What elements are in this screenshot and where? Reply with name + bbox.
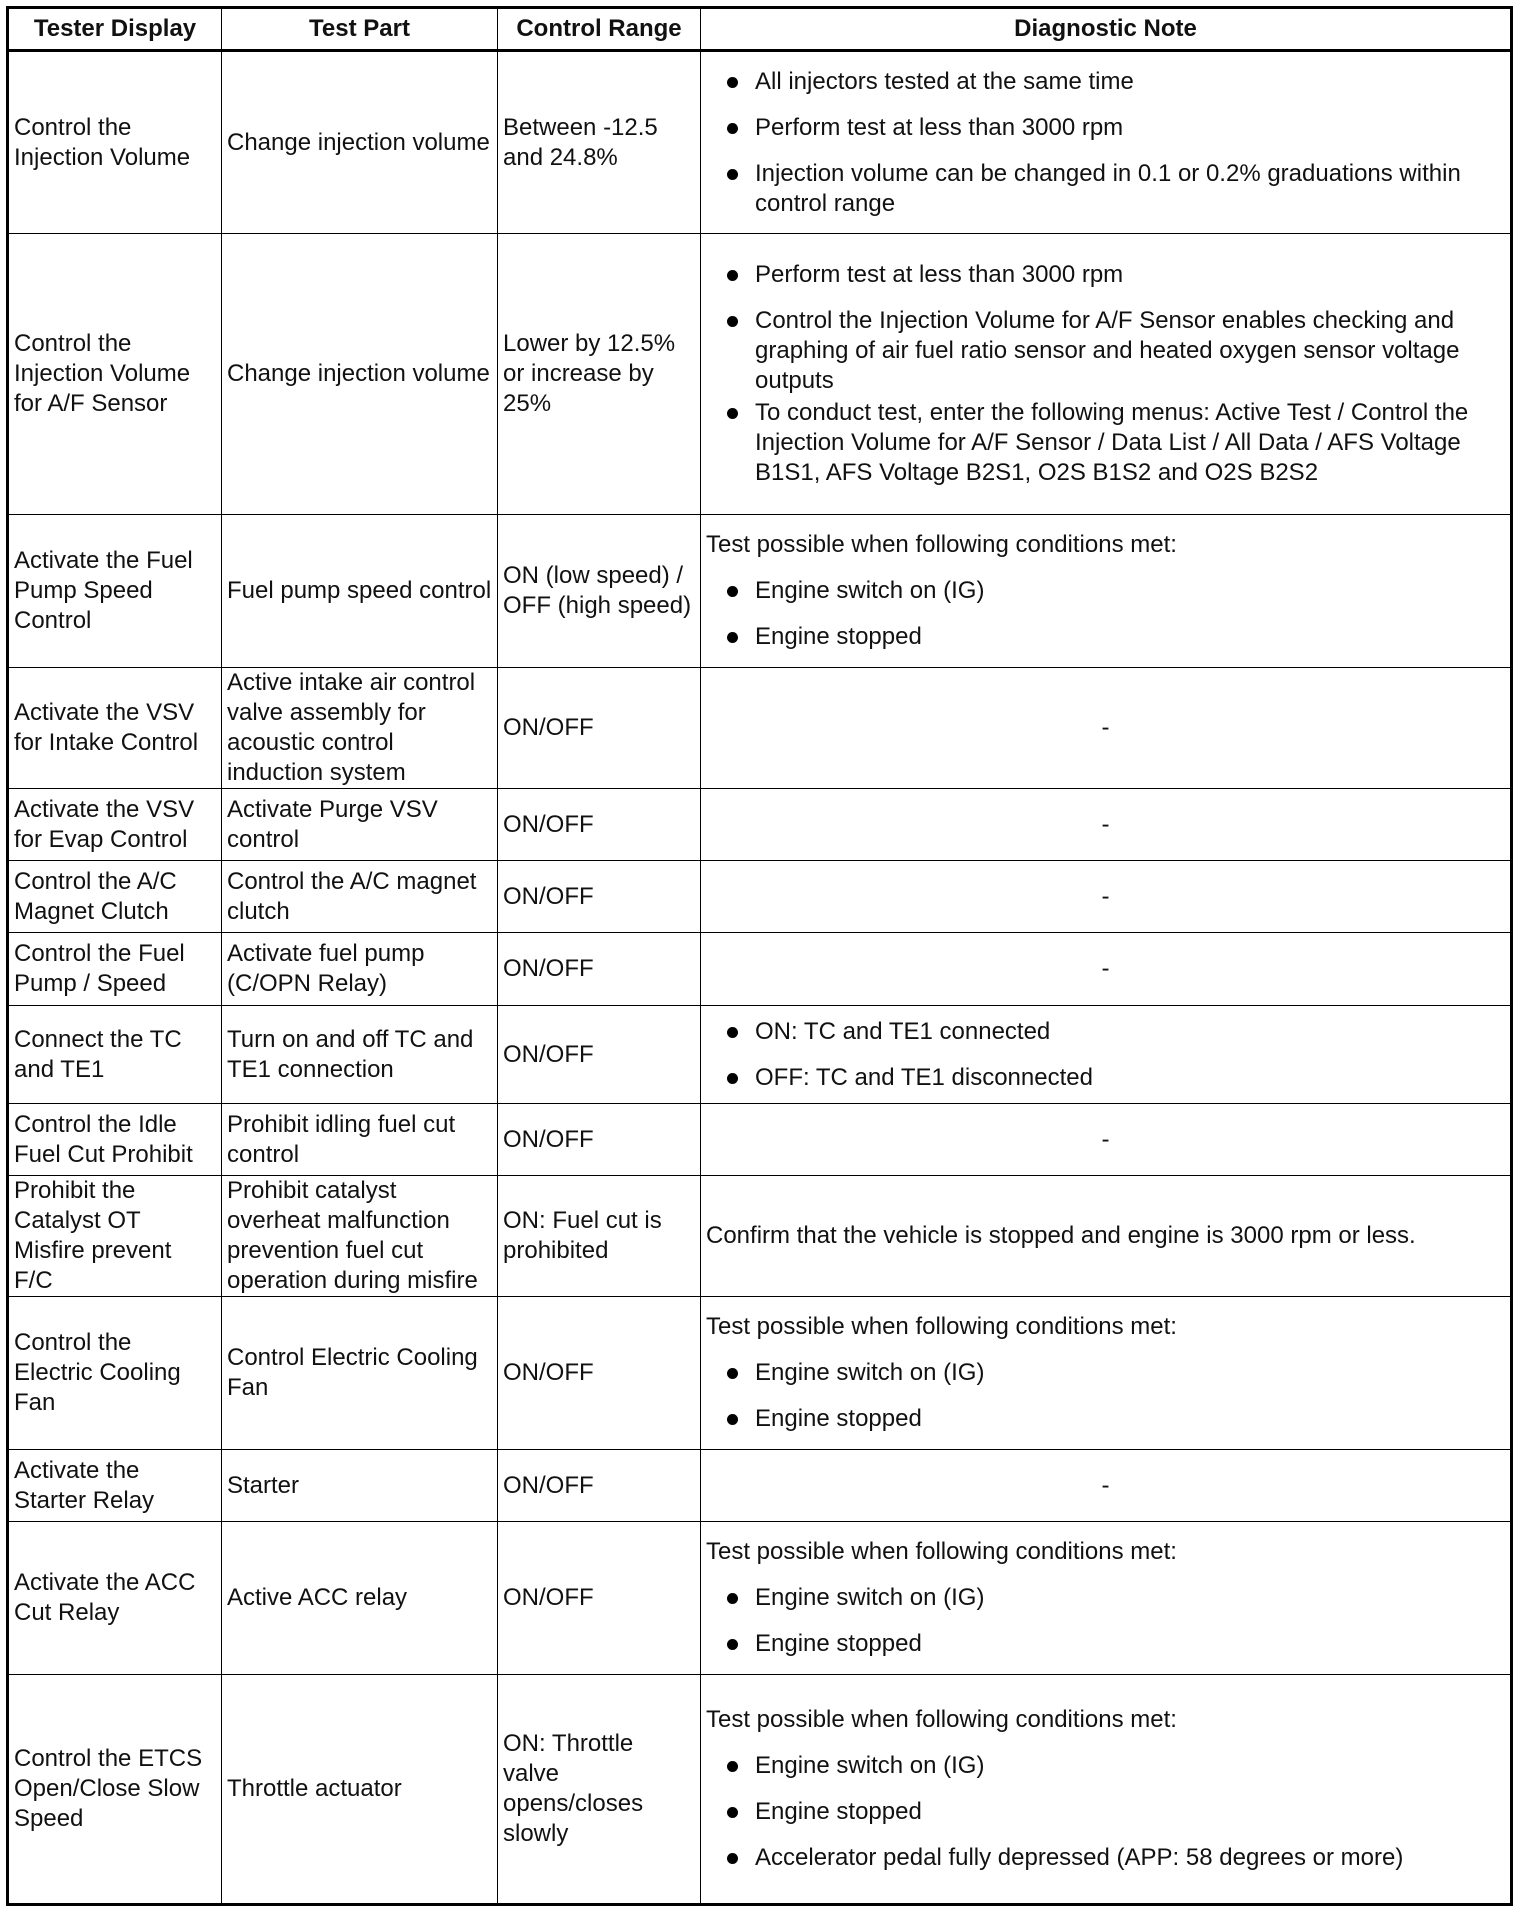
table-row — [8, 1176, 1512, 1297]
diagnostic-note-cell — [701, 1297, 1512, 1450]
note-bullet: Engine stopped — [706, 1404, 1505, 1434]
tester-display-cell: Prohibit the Catalyst OT Misfire prevent F/C — [8, 1176, 222, 1297]
note-bullet: Injection volume can be changed in 0.1 or 0.2% graduations within control range — [706, 159, 1505, 219]
tester-display-cell: Activate the VSV for Evap Control — [8, 789, 222, 861]
note-bullet-list — [706, 260, 1505, 488]
document-page — [6, 6, 1510, 1906]
diagnostic-note-cell: - — [701, 789, 1512, 861]
table-row — [8, 234, 1512, 515]
test-part-cell: Throttle actuator — [222, 1675, 498, 1905]
test-part-cell: Control the A/C magnet clutch — [222, 861, 498, 933]
note-bullet: Engine switch on (IG) — [706, 1358, 1505, 1388]
note-bullet-list — [706, 1017, 1505, 1093]
note-bullet-list — [706, 1751, 1505, 1873]
table-row — [8, 51, 1512, 234]
diagnostic-note-cell: - — [701, 861, 1512, 933]
table-row — [8, 1104, 1512, 1176]
diagnostic-note-cell: Confirm that the vehicle is stopped and engine is 3000 rpm or less. — [701, 1176, 1512, 1297]
test-part-cell: Turn on and off TC and TE1 connection — [222, 1006, 498, 1104]
tester-display-cell: Control the Fuel Pump / Speed — [8, 933, 222, 1006]
control-range-cell: ON/OFF — [498, 1297, 701, 1450]
control-range-cell: Lower by 12.5% or increase by 25% — [498, 234, 701, 515]
note-intro: Test possible when following conditions met: — [706, 1538, 1177, 1565]
note-bullet: Perform test at less than 3000 rpm — [706, 113, 1505, 143]
test-part-cell: Change injection volume — [222, 234, 498, 515]
test-part-cell: Activate Purge VSV control — [222, 789, 498, 861]
control-range-cell: ON/OFF — [498, 1104, 701, 1176]
tester-display-cell: Control the Electric Cooling Fan — [8, 1297, 222, 1450]
test-part-cell: Change injection volume — [222, 51, 498, 234]
header-diagnostic-note: Diagnostic Note — [701, 8, 1512, 51]
note-bullet: Perform test at less than 3000 rpm — [706, 260, 1505, 290]
note-bullet-list — [706, 576, 1505, 652]
control-range-cell: ON: Fuel cut is prohibited — [498, 1176, 701, 1297]
diagnostic-note-cell — [701, 234, 1512, 515]
diagnostic-note-cell: - — [701, 1104, 1512, 1176]
diagnostic-note-cell — [701, 515, 1512, 668]
table-row — [8, 861, 1512, 933]
note-bullet-list — [706, 1583, 1505, 1659]
note-bullet: Engine switch on (IG) — [706, 576, 1505, 606]
tester-display-cell: Activate the ACC Cut Relay — [8, 1522, 222, 1675]
diagnostic-note-cell — [701, 1675, 1512, 1905]
test-part-cell: Active ACC relay — [222, 1522, 498, 1675]
control-range-cell: ON/OFF — [498, 1522, 701, 1675]
table-row — [8, 668, 1512, 789]
tester-display-cell: Control the Injection Volume — [8, 51, 222, 234]
tester-display-cell: Connect the TC and TE1 — [8, 1006, 222, 1104]
note-bullet: Engine stopped — [706, 622, 1505, 652]
test-part-cell: Fuel pump speed control — [222, 515, 498, 668]
diagnostic-note-cell: - — [701, 668, 1512, 789]
tester-display-cell: Control the Injection Volume for A/F Sensor — [8, 234, 222, 515]
table-row — [8, 933, 1512, 1006]
table-row — [8, 1522, 1512, 1675]
note-bullet: ON: TC and TE1 connected — [706, 1017, 1505, 1047]
tester-display-cell: Activate the Fuel Pump Speed Control — [8, 515, 222, 668]
note-intro: Test possible when following conditions met: — [706, 1706, 1177, 1733]
control-range-cell: ON (low speed) / OFF (high speed) — [498, 515, 701, 668]
note-bullet: Control the Injection Volume for A/F Sensor enables checking and graphing of air fuel ratio sensor and heated oxygen sensor voltage outputs — [706, 306, 1505, 396]
diagnostic-note-cell: - — [701, 1450, 1512, 1522]
note-bullet-list — [706, 1358, 1505, 1434]
table-row — [8, 1006, 1512, 1104]
test-part-cell: Prohibit catalyst overheat malfunction prevention fuel cut operation during misfire — [222, 1176, 498, 1297]
note-intro: Test possible when following conditions met: — [706, 1313, 1177, 1340]
table-row — [8, 1675, 1512, 1905]
table-row — [8, 789, 1512, 861]
table-row — [8, 1297, 1512, 1450]
diagnostic-note-cell — [701, 1006, 1512, 1104]
header-test-part: Test Part — [222, 8, 498, 51]
tester-display-cell: Activate the Starter Relay — [8, 1450, 222, 1522]
control-range-cell: ON/OFF — [498, 789, 701, 861]
table-row — [8, 1450, 1512, 1522]
note-bullet: Engine switch on (IG) — [706, 1751, 1505, 1781]
control-range-cell: ON: Throttle valve opens/closes slowly — [498, 1675, 701, 1905]
note-bullet: Engine switch on (IG) — [706, 1583, 1505, 1613]
note-bullet: To conduct test, enter the following menus: Active Test / Control the Injection Volume for A/F Sensor / Data List / All Data / AFS Voltage B1S1, AFS Voltage B2S1, O2S B1S2 and O2S B2S2 — [706, 398, 1505, 488]
control-range-cell: Between -12.5 and 24.8% — [498, 51, 701, 234]
diagnostic-note-cell — [701, 1522, 1512, 1675]
header-control-range: Control Range — [498, 8, 701, 51]
diagnostic-note-cell: - — [701, 933, 1512, 1006]
tester-display-cell: Activate the VSV for Intake Control — [8, 668, 222, 789]
test-part-cell: Active intake air control valve assembly for acoustic control induction system — [222, 668, 498, 789]
note-bullet: OFF: TC and TE1 disconnected — [706, 1063, 1505, 1093]
table-row — [8, 515, 1512, 668]
tester-display-cell: Control the ETCS Open/Close Slow Speed — [8, 1675, 222, 1905]
test-part-cell: Control Electric Cooling Fan — [222, 1297, 498, 1450]
active-test-table — [6, 6, 1513, 1906]
note-bullet: Engine stopped — [706, 1797, 1505, 1827]
test-part-cell: Activate fuel pump (C/OPN Relay) — [222, 933, 498, 1006]
note-bullet-list — [706, 67, 1505, 219]
tester-display-cell: Control the A/C Magnet Clutch — [8, 861, 222, 933]
note-intro: Test possible when following conditions met: — [706, 531, 1177, 558]
note-bullet: All injectors tested at the same time — [706, 67, 1505, 97]
header-tester-display: Tester Display — [8, 8, 222, 51]
header-row — [8, 8, 1512, 51]
test-part-cell: Starter — [222, 1450, 498, 1522]
diagnostic-note-cell — [701, 51, 1512, 234]
control-range-cell: ON/OFF — [498, 933, 701, 1006]
control-range-cell: ON/OFF — [498, 668, 701, 789]
test-part-cell: Prohibit idling fuel cut control — [222, 1104, 498, 1176]
note-bullet: Engine stopped — [706, 1629, 1505, 1659]
control-range-cell: ON/OFF — [498, 861, 701, 933]
tester-display-cell: Control the Idle Fuel Cut Prohibit — [8, 1104, 222, 1176]
control-range-cell: ON/OFF — [498, 1450, 701, 1522]
control-range-cell: ON/OFF — [498, 1006, 701, 1104]
note-bullet: Accelerator pedal fully depressed (APP: 58 degrees or more) — [706, 1843, 1505, 1873]
